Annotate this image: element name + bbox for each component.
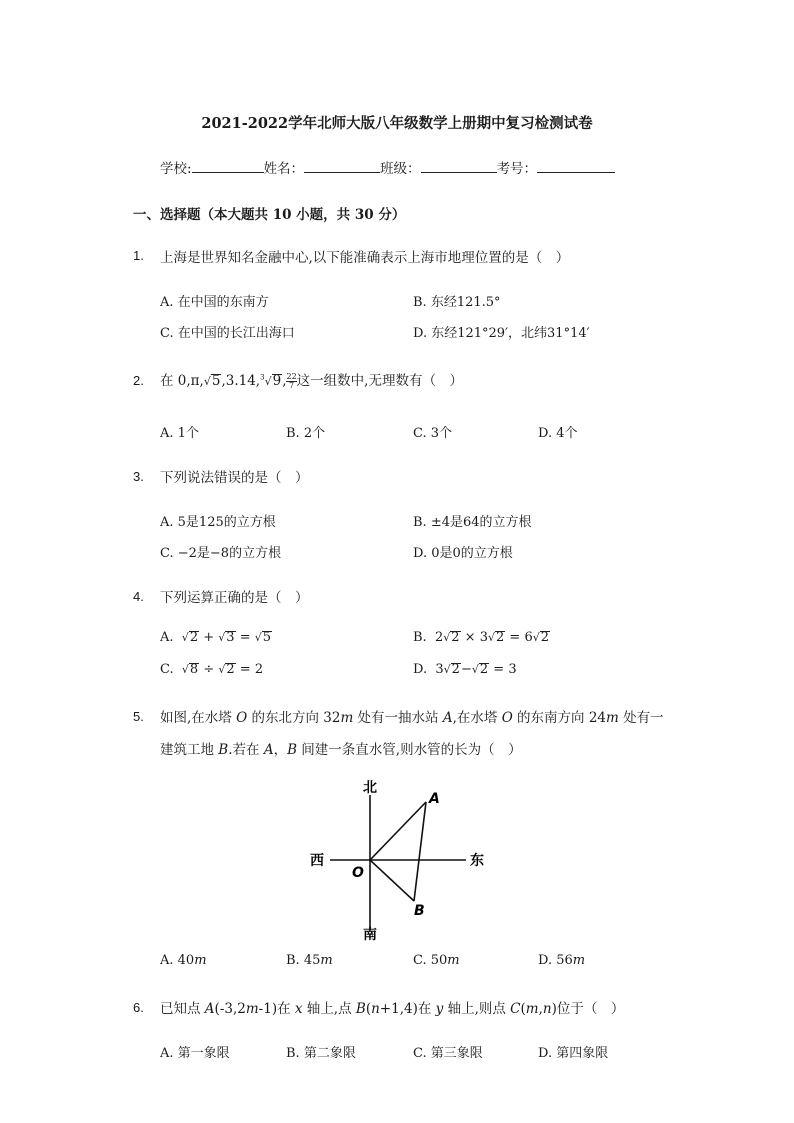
- name-field[interactable]: [304, 158, 380, 173]
- q2-option-b[interactable]: B. 2个: [286, 426, 326, 441]
- q4-text: 下列运算正确的是（ ）: [160, 590, 309, 606]
- point-o-label: O: [352, 865, 364, 881]
- q3-option-c[interactable]: C. −2是−8的立方根: [160, 546, 282, 561]
- number-label: 考号：: [496, 161, 538, 177]
- point-a-label: A: [429, 791, 440, 807]
- q4-option-a[interactable]: A. √2 + √3 = √5: [160, 630, 272, 645]
- q3-option-a[interactable]: A. 5是125的立方根: [160, 515, 276, 530]
- q4-option-c[interactable]: C. √8 ÷ √2 = 2: [160, 662, 264, 677]
- q4-d-sqrt2b: 2: [479, 662, 489, 677]
- q4-a-plus: +: [199, 630, 219, 645]
- east-label: 东: [470, 853, 484, 869]
- q4-d-result: 3: [508, 662, 517, 677]
- q4-a-eq: =: [235, 630, 255, 645]
- q1-number: 1.: [133, 248, 144, 263]
- class-field[interactable]: [421, 158, 497, 173]
- segment-ab: [414, 802, 426, 901]
- q5-text-line1: 如图,在水塔 O 的东北方向 32m 处有一抽水站 A,在水塔 O 的东南方向 24m 处有一: [160, 710, 664, 726]
- q4-d-label: D.: [413, 662, 428, 677]
- q2-option-d[interactable]: D. 4个: [538, 426, 578, 441]
- q6-option-b[interactable]: B. 第二象限: [286, 1046, 356, 1061]
- q4-b-coef3: 6: [524, 630, 533, 645]
- q6-option-c[interactable]: C. 第三象限: [413, 1046, 483, 1061]
- q4-d-minus: −: [460, 662, 472, 677]
- q4-c-div: ÷: [199, 662, 219, 677]
- q1-option-b[interactable]: B. 东经121.5°: [413, 295, 501, 310]
- q4-b-sqrt2a: 2: [451, 630, 460, 645]
- segment-ob: [370, 860, 414, 901]
- q4-option-b[interactable]: B. 2√2 × 3√2 = 6√2: [413, 630, 550, 645]
- q5-option-d[interactable]: D. 56m: [538, 953, 586, 968]
- q5-compass-figure: [300, 775, 500, 945]
- q4-b-sqrt2c: 2: [540, 630, 550, 645]
- segment-oa: [370, 802, 426, 860]
- q2-cube-index: 3: [260, 373, 265, 382]
- q6-text: 已知点 A(-3,2m-1)在 x 轴上,点 B(n+1,4)在 y 轴上,则点 C(m,n)位于（ ）: [160, 1001, 625, 1017]
- q4-number: 4.: [133, 589, 144, 604]
- q2-option-a[interactable]: A. 1个: [160, 426, 199, 441]
- school-field[interactable]: [192, 158, 264, 173]
- q2-option-c[interactable]: C. 3个: [413, 426, 453, 441]
- q4-c-sqrt8: 8: [189, 662, 199, 677]
- name-label: 姓名：: [263, 161, 305, 177]
- q4-c-eq: =: [235, 662, 255, 677]
- q6-number: 6.: [133, 1000, 144, 1015]
- q2-frac-den: 7: [289, 381, 295, 390]
- q4-b-sqrt2b: 2: [496, 630, 505, 645]
- q2-number: 2.: [133, 373, 144, 388]
- q5-option-a[interactable]: A. 40m: [160, 953, 207, 968]
- south-label: 南: [363, 927, 377, 943]
- q6-option-d[interactable]: D. 第四象限: [538, 1046, 609, 1061]
- q2-frac-num: 22: [286, 372, 297, 381]
- q4-b-label: B.: [413, 630, 427, 645]
- q5-text-line2: 建筑工地 B.若在 A，B 间建一条直水管,则水管的长为（ ）: [160, 742, 522, 758]
- q4-c-result: 2: [254, 662, 264, 677]
- q6-option-a[interactable]: A. 第一象限: [160, 1046, 230, 1061]
- q4-a-sqrt5: 5: [262, 630, 272, 645]
- q4-c-label: C.: [160, 662, 174, 677]
- q3-option-d[interactable]: D. 0是0的立方根: [413, 546, 513, 561]
- north-label: 北: [363, 780, 377, 796]
- school-label: 学校:: [160, 161, 192, 177]
- q4-b-coef1: 2: [434, 630, 444, 645]
- q2-suffix: 这一组数中,无理数有（ ）: [296, 373, 463, 389]
- q5-option-b[interactable]: B. 45m: [286, 953, 333, 968]
- student-info-line: [160, 157, 615, 177]
- q4-d-sqrt2a: 2: [451, 662, 460, 677]
- q1-text: 上海是世界知名金融中心,以下能准确表示上海市地理位置的是（ ）: [160, 250, 570, 266]
- q4-c-sqrt2: 2: [226, 662, 235, 677]
- q1-option-d[interactable]: D. 东经121°29′，北纬31°14′: [413, 326, 590, 341]
- section-heading: 一、选择题（本大题共 10 小题，共 30 分）: [133, 207, 406, 223]
- q4-b-times: ×: [460, 630, 480, 645]
- q4-a-sqrt3: 3: [226, 630, 235, 645]
- exam-title: 2021-2022学年北师大版八年级数学上册期中复习检测试卷: [201, 115, 593, 132]
- q4-b-coef2: 3: [479, 630, 488, 645]
- q3-number: 3.: [133, 469, 144, 484]
- point-b-label: B: [414, 903, 425, 919]
- q2-mid: ,3.14,: [221, 373, 261, 389]
- q1-option-c[interactable]: C. 在中国的长江出海口: [160, 326, 295, 341]
- class-label: 班级：: [380, 161, 421, 177]
- q2-fraction: [286, 373, 296, 390]
- q2-sqrt5: 5: [211, 373, 221, 389]
- q4-a-label: A.: [160, 630, 174, 645]
- q3-text: 下列说法错误的是（ ）: [160, 470, 309, 486]
- west-label: 西: [310, 853, 324, 869]
- q5-number: 5.: [133, 709, 144, 724]
- q4-d-eq: =: [489, 662, 509, 677]
- q5-option-c[interactable]: C. 50m: [413, 953, 460, 968]
- q4-b-eq: =: [505, 630, 525, 645]
- q4-d-coef: 3: [435, 662, 444, 677]
- q2-cuberoot9: 9: [272, 373, 282, 389]
- q4-option-d[interactable]: D. 3√2−√2 = 3: [413, 662, 517, 677]
- q4-a-sqrt2: 2: [189, 630, 199, 645]
- q2-text: 在 0,π,√5,3.14,$^3$√9, $\frac{22}{7}$ 这一组数中,无理数有（ ）: [160, 372, 463, 390]
- number-field[interactable]: [537, 158, 615, 173]
- q1-option-a[interactable]: A. 在中国的东南方: [160, 295, 269, 310]
- q2-sep: ,: [282, 373, 287, 389]
- q3-option-b[interactable]: B. ±4是64的立方根: [413, 515, 532, 530]
- q2-prefix: 在 0,π,: [160, 373, 204, 389]
